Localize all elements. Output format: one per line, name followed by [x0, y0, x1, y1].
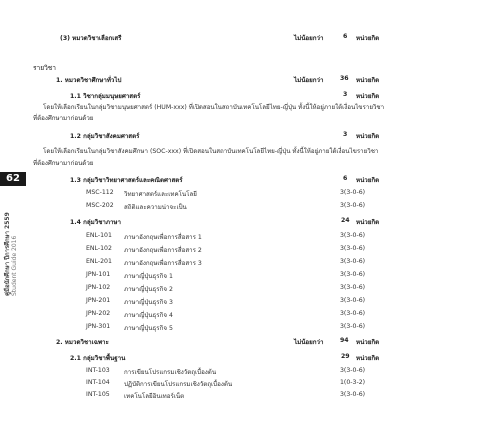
course-name: เทคโนโลยีอินเทอร์เน็ต	[124, 393, 185, 400]
specialized-min: ไม่น้อยกว่า	[294, 339, 324, 346]
course-name: ปฏิบัติการเขียนโปรแกรมเชิงวัตถุเบื้องต้น	[124, 381, 233, 388]
free-elective-min: ไม่น้อยกว่า	[294, 35, 324, 42]
specialized-label: 2. หมวดวิชาเฉพาะ	[56, 339, 109, 346]
course-credit: 1(0-3-2)	[340, 379, 366, 386]
course-name: ภาษาญี่ปุ่นธุรกิจ 2	[124, 286, 173, 293]
language-label: 1.4 กลุ่มวิชาภาษา	[70, 219, 121, 226]
course-credit: 3(3-0-6)	[340, 367, 366, 374]
science-math-label: 1.3 กลุ่มวิชาวิทยาศาสตร์และคณิตศาสตร์	[70, 177, 183, 184]
course-credit: 3(3-0-6)	[340, 323, 366, 330]
course-credit: 3(3-0-6)	[340, 271, 366, 278]
science-math-credits: 6	[343, 175, 348, 182]
course-credit: 3(3-0-6)	[340, 391, 366, 398]
humanities-desc-cont: ที่ต้องศึกษามาก่อนด้วย	[33, 115, 94, 122]
humanities-unit: หน่วยกิต	[356, 93, 380, 100]
course-code: INT-103	[86, 367, 110, 374]
social-science-unit: หน่วยกิต	[356, 133, 380, 140]
course-code: JPN-201	[86, 297, 111, 304]
free-elective-credits: 6	[343, 33, 348, 40]
humanities-desc: โดยให้เลือกเรียนในกลุ่มวิชามนุษยศาสตร์ (HUM-xxx) ที่เปิดสอนในสถาบันเทคโนโลยีไทย-ญี่ปุ่น ทั้งนี้ให้อยู่ภายใต้เงื่อนไขรายวิชา	[43, 104, 385, 111]
social-science-label: 1.2 กลุ่มวิชาสังคมศาสตร์	[70, 133, 140, 140]
course-code: ENL-201	[86, 258, 112, 265]
course-credit: 3(3-0-6)	[340, 284, 366, 291]
course-name: ภาษาญี่ปุ่นธุรกิจ 4	[124, 312, 173, 319]
course-code: JPN-101	[86, 271, 111, 278]
humanities-credits: 3	[343, 91, 348, 98]
course-name: ภาษาอังกฤษเพื่อการสื่อสาร 2	[124, 247, 202, 254]
course-code: MSC-202	[86, 202, 114, 209]
course-code: ENL-101	[86, 232, 112, 239]
course-name: ภาษาอังกฤษเพื่อการสื่อสาร 3	[124, 260, 202, 267]
course-credit: 3(3-0-6)	[340, 258, 366, 265]
side-caption-english: Student Guide 2016	[11, 235, 18, 296]
page-number: 62	[0, 172, 26, 186]
course-code: JPN-202	[86, 310, 111, 317]
free-elective-label: (3) หมวดวิชาเลือกเสรี	[60, 35, 122, 42]
side-caption-thai: คู่มือนักศึกษา ปีการศึกษา 2559	[4, 212, 11, 296]
course-credit: 3(3-0-6)	[340, 202, 366, 209]
course-code: JPN-102	[86, 284, 111, 291]
course-name: การเขียนโปรแกรมเชิงวัตถุเบื้องต้น	[124, 369, 217, 376]
course-credit: 3(3-0-6)	[340, 189, 366, 196]
course-name: ภาษาญี่ปุ่นธุรกิจ 5	[124, 325, 173, 332]
course-code: JPN-301	[86, 323, 111, 330]
humanities-label: 1.1 วิชากลุ่มมนุษยศาสตร์	[70, 93, 141, 100]
course-name: ภาษาญี่ปุ่นธุรกิจ 3	[124, 299, 173, 306]
course-name: ภาษาอังกฤษเพื่อการสื่อสาร 1	[124, 234, 202, 241]
gen-ed-min: ไม่น้อยกว่า	[294, 77, 324, 84]
section-header: รายวิชา	[33, 64, 56, 72]
course-credit: 3(3-0-6)	[340, 310, 366, 317]
language-credits: 24	[341, 217, 350, 224]
course-name: สถิติและความน่าจะเป็น	[124, 204, 187, 211]
social-science-credits: 3	[343, 131, 348, 138]
course-code: INT-105	[86, 391, 110, 398]
gen-ed-credits: 36	[340, 75, 349, 82]
course-code: INT-104	[86, 379, 110, 386]
course-code: ENL-102	[86, 245, 112, 252]
course-credit: 3(3-0-6)	[340, 297, 366, 304]
gen-ed-label: 1. หมวดวิชาศึกษาทั่วไป	[56, 77, 122, 84]
language-unit: หน่วยกิต	[356, 219, 380, 226]
course-name: ภาษาญี่ปุ่นธุรกิจ 1	[124, 273, 173, 280]
specialized-unit: หน่วยกิต	[356, 339, 380, 346]
gen-ed-unit: หน่วยกิต	[356, 77, 380, 84]
free-elective-unit: หน่วยกิต	[356, 35, 380, 42]
side-caption	[4, 212, 18, 296]
course-credit: 3(3-0-6)	[340, 245, 366, 252]
course-credit: 3(3-0-6)	[340, 232, 366, 239]
course-code: MSC-112	[86, 189, 114, 196]
science-math-unit: หน่วยกิต	[356, 177, 380, 184]
foundation-credits: 29	[341, 353, 350, 360]
specialized-credits: 94	[340, 337, 349, 344]
foundation-unit: หน่วยกิต	[356, 355, 380, 362]
foundation-label: 2.1 กลุ่มวิชาพื้นฐาน	[70, 355, 126, 362]
course-name: วิทยาศาสตร์และเทคโนโลยี	[124, 191, 197, 198]
social-science-desc: โดยให้เลือกเรียนในกลุ่มวิชาสังคมศึกษา (SOC-xxx) ที่เปิดสอนในสถาบันเทคโนโลยีไทย-ญี่ปุ่น ทั้งนี้ให้อยู่ภายใต้เงื่อนไขรายวิชา	[43, 148, 379, 155]
social-science-desc-cont: ที่ต้องศึกษามาก่อนด้วย	[33, 160, 94, 167]
